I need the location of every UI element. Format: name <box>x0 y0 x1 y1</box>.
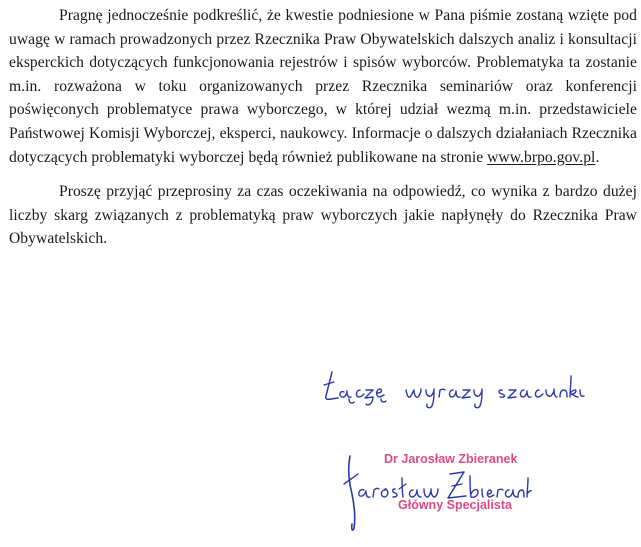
signature-drawing <box>342 444 532 536</box>
handwritten-closing-drawing <box>318 368 586 412</box>
brpo-website-link[interactable]: www.brpo.gov.pl <box>487 148 596 166</box>
paragraph-followup-text: Pragnę jednocześnie podkreślić, że kwestie podniesione w Pana piśmie zostaną wzięte pod uwagę w ramach prowadzonych przez Rzecznika Praw Obywatelskich dalszych analiz i konsultacji eksperckich dotyczących funkcjonowania rejestrów i spisów wyborców. Problematyka ta zostanie m.in. rozważona w toku organizowanych przez Rzecznika seminariów oraz konferencji poświęconych problematyce prawa wyborczego, w której udział wezmą m.in. przedstawiciele Państwowej Komisji Wyborczej, eksperci, naukowcy. Informacje o dalszych działaniach Rzecznika dotyczących problematyki wyborczej będą również publikowane na stronie <box>9 7 637 166</box>
paragraph-apology: Proszę przyjąć przeprosiny za czas oczekiwania na odpowiedź, co wynika z bardzo dużej liczby skarg związanych z problematyką praw wyborczych jakie napłynęły do Rzecznika Praw Obywatelskich. <box>9 183 637 248</box>
handwritten-signature <box>342 444 532 536</box>
stamp-name: Dr Jarosław Zbieranek <box>384 452 518 466</box>
handwritten-closing <box>318 368 586 412</box>
paragraph-followup <box>9 4 637 169</box>
paragraph-followup-end: . <box>595 148 600 166</box>
letter-body <box>9 4 637 251</box>
stamp-title: Główny Specjalista <box>398 498 512 512</box>
